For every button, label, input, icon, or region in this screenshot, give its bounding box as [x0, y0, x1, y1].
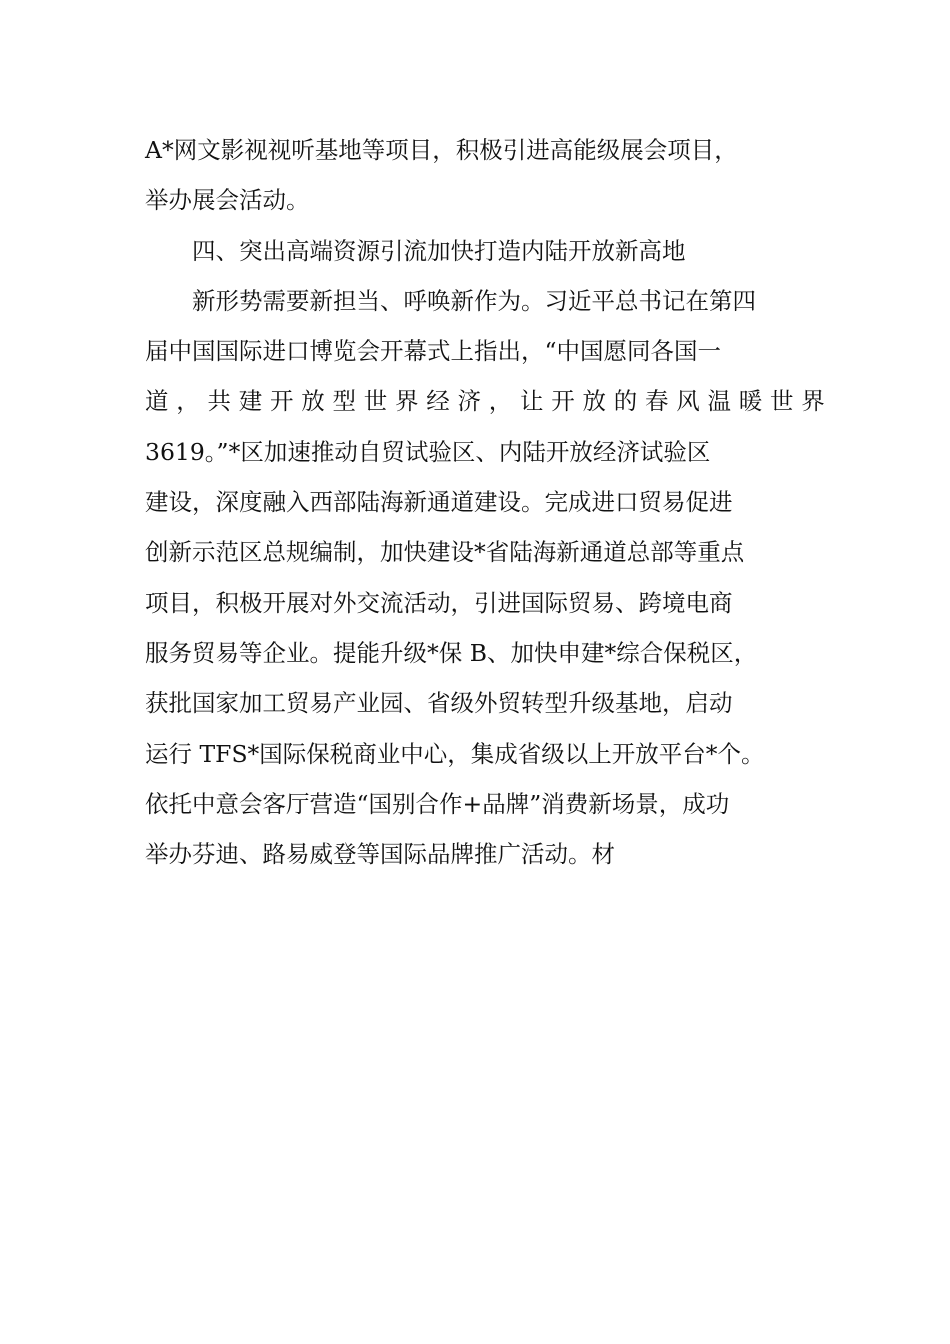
- justified-char: 放: [582, 387, 606, 416]
- justified-char: 开: [551, 387, 575, 416]
- justified-char: 济: [457, 387, 481, 416]
- text-line: 举办展会活动。: [145, 186, 310, 215]
- justified-char: 界: [395, 387, 419, 416]
- text-line: 届中国国际进口博览会开幕式上指出，“中国愿同各国一: [145, 337, 722, 366]
- justified-char: 风: [676, 387, 700, 416]
- justified-char: 的: [613, 387, 638, 416]
- text-line-justified: [145, 376, 825, 426]
- justified-char: 经: [426, 387, 450, 416]
- text-line: 举办芬迪、路易威登等国际品牌推广活动。材: [145, 840, 615, 869]
- justified-char: 建: [238, 387, 263, 416]
- body-text: [145, 125, 825, 879]
- justified-char: 世: [363, 387, 388, 416]
- text-line: 3619。”*区加速推动自贸试验区、内陆开放经济试验区: [145, 437, 711, 466]
- text-line: 创新示范区总规编制，加快建设*省陆海新通道总部等重点: [145, 538, 745, 567]
- text-line: 获批国家加工贸易产业园、省级外贸转型升级基地，启动: [145, 689, 733, 718]
- justified-char: 让: [520, 387, 544, 416]
- text-line: 建设，深度融入西部陆海新通道建设。完成进口贸易促进: [145, 488, 733, 517]
- text-line: A*网文影视视听基地等项目，积极引进高能级展会项目，: [145, 136, 738, 164]
- justified-char: 放: [301, 387, 325, 416]
- justified-char: 界: [801, 387, 825, 416]
- text-line: 运行 TFS*国际保税商业中心，集成省级以上开放平台*个。: [145, 739, 765, 768]
- justified-char: 暖: [738, 387, 763, 416]
- justified-char: ，: [488, 387, 513, 416]
- justified-char: 共: [207, 387, 231, 416]
- text-line: 服务贸易等企业。提能升级*保 B、加快申建*综合保税区，: [145, 638, 758, 667]
- justified-char: 温: [707, 387, 731, 416]
- text-line: 项目，积极开展对外交流活动，引进国际贸易、跨境电商: [145, 588, 733, 617]
- justified-char: 开: [270, 387, 294, 416]
- justified-char: 道: [145, 387, 169, 416]
- section-heading: 四、突出高端资源引流加快打造内陆开放新高地: [192, 236, 686, 265]
- text-line: 依托中意会客厅营造“国别合作+品牌”消费新场景，成功: [145, 789, 730, 818]
- justified-char: 型: [332, 387, 356, 416]
- paragraph-first-line: 新形势需要新担当、呼唤新作为。习近平总书记在第四: [192, 286, 756, 315]
- justified-char: ，: [176, 387, 200, 416]
- justified-char: 世: [770, 387, 794, 416]
- justified-char: 春: [645, 387, 669, 416]
